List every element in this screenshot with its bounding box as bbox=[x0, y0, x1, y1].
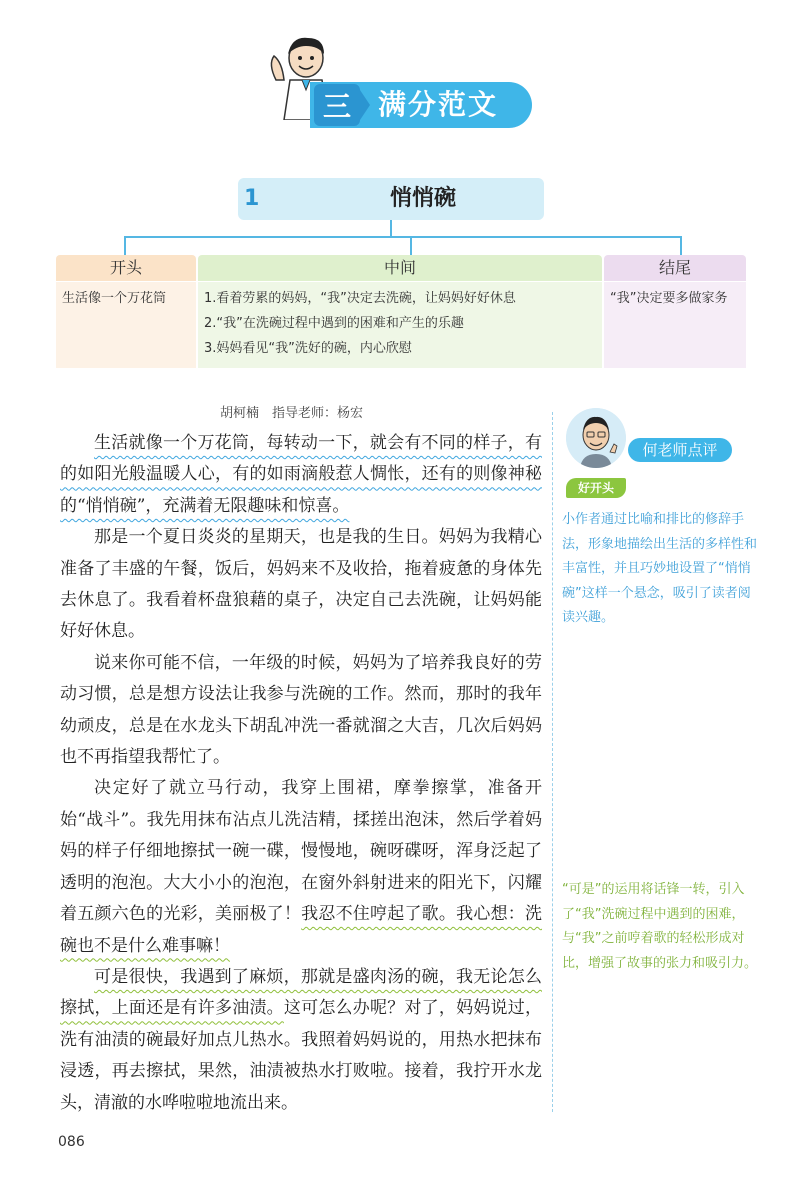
connector-right bbox=[680, 236, 682, 256]
connector-left bbox=[124, 236, 126, 256]
outline-item: “我”决定要多做家务 bbox=[610, 291, 728, 306]
outline-body-start bbox=[56, 282, 196, 368]
outline-item: 1.看着劳累的妈妈，“我”决定去洗碗，让妈妈好好休息 bbox=[204, 291, 516, 306]
good-opening-tag: 好开头 bbox=[566, 478, 626, 498]
article-body bbox=[60, 428, 542, 1119]
outline-item: 生活像一个万花筒 bbox=[62, 291, 167, 306]
outline-body-middle bbox=[198, 282, 602, 368]
comment-opening: 小作者通过比喻和排比的修辞手法，形象地描绘出生活的多样性和丰富性，并且巧妙地设置了“悄悄碗”这样一个悬念，吸引了读者阅读兴趣。 bbox=[562, 512, 758, 625]
article-paragraph bbox=[60, 428, 542, 522]
connector-horizontal bbox=[124, 236, 682, 238]
essay-title: 悄悄碗 bbox=[390, 186, 457, 211]
article-paragraph bbox=[60, 522, 542, 648]
article-paragraph bbox=[60, 773, 542, 961]
outline-body-end bbox=[604, 282, 746, 368]
highlight-opening: 生活就像一个万花筒，每转动一下，就会有不同的样子，有的如阳光般温暖人心，有的如雨滴般惹人惆怅，还有的则像神秘的“悄悄碗”，充满着无限趣味和惊喜。 bbox=[60, 433, 542, 516]
highlight-song: 我忍不住哼起了歌。我心想：洗碗也不是什么难事嘛！ bbox=[60, 904, 543, 956]
byline: 胡柯楠 指导老师：杨宏 bbox=[220, 406, 364, 421]
outline-item: 2.“我”在洗碗过程中遇到的困难和产生的乐趣 bbox=[204, 316, 464, 331]
article-paragraph bbox=[60, 962, 542, 1119]
teacher-avatar bbox=[566, 408, 626, 468]
paragraph-text: 那是一个夏日炎炎的星期天，也是我的生日。妈妈为我精心准备了丰盛的午餐，饭后，妈妈来不及收拾，拖着疲惫的身体先去休息了。我看着杯盘狼藉的桌子，决定自己去洗碗，让妈妈能好好休息。 bbox=[60, 527, 542, 642]
chevron-right-icon bbox=[356, 84, 370, 126]
page-number: 086 bbox=[58, 1134, 85, 1150]
connector-vertical-main bbox=[390, 220, 392, 236]
sidebar-divider bbox=[552, 412, 553, 1112]
essay-number: 1 bbox=[244, 186, 260, 211]
comment-turn: “可是”的运用将话锋一转，引入了“我”洗碗过程中遇到的困难，与“我”之前哼着歌的轻松形成对比，增强了故事的张力和吸引力。 bbox=[562, 882, 758, 971]
outline-head-middle: 中间 bbox=[198, 255, 602, 281]
teacher-comment-label: 何老师点评 bbox=[628, 438, 732, 462]
connector-middle bbox=[410, 236, 412, 256]
article-paragraph bbox=[60, 648, 542, 774]
outline-head-end: 结尾 bbox=[604, 255, 746, 281]
outline-head-start: 开头 bbox=[56, 255, 196, 281]
paragraph-text: 决定好了就立马行动，我穿上围裙，摩拳擦掌，准备开始“战斗”。我先用抹布沾点儿洗洁精，揉搓出泡沫，然后学着妈妈的样子仔细地擦拭一碗一碟，慢慢地，碗呀碟呀，浑身泛起了透明的泡泡。大大小小的泡泡，在窗外斜射进来的阳光下，闪耀着五颜六色的光彩，美丽极了！ bbox=[60, 778, 542, 925]
section-number: 三 bbox=[314, 84, 360, 126]
outline-item: 3.妈妈看见“我”洗好的碗，内心欣慰 bbox=[204, 341, 412, 356]
highlight-turn: 可是很快，我遇到了麻烦，那就是盛肉汤的碗，我无论怎么擦拭，上面还是有许多油渍。 bbox=[60, 966, 542, 1019]
paragraph-text: 这可怎么办呢？对了，妈妈说过，洗有油渍的碗最好加点儿热水。我照着妈妈说的，用热水把抹布浸透，再去擦拭，果然，油渍被热水打败啦。接着，我拧开水龙头，清澈的水哗啦啦地流出来。 bbox=[60, 998, 543, 1113]
section-title: 满分范文 bbox=[378, 88, 499, 121]
paragraph-text: 说来你可能不信，一年级的时候，妈妈为了培养我良好的劳动习惯，总是想方设法让我参与洗碗的工作。然而，那时的我年幼顽皮，总是在水龙头下胡乱冲洗一番就溜之大吉，几次后妈妈也不再指望我帮忙了。 bbox=[60, 652, 542, 768]
